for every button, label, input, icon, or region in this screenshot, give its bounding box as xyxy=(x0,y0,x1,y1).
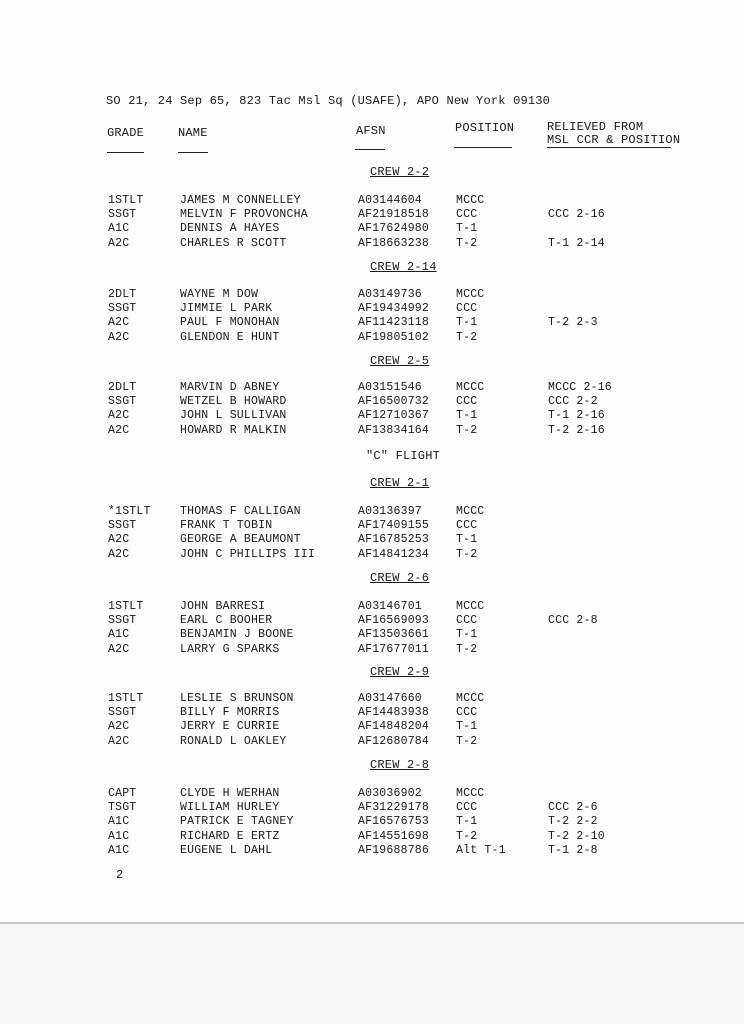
roster-relieved-cell: T-2 2-3 xyxy=(548,316,598,330)
roster-afsn-cell: AF16500732 xyxy=(358,395,430,409)
roster-grade-cell: A2C xyxy=(108,533,130,547)
roster-grade-cell: A2C xyxy=(108,642,130,656)
roster-grade-cell: A2C xyxy=(108,423,130,437)
roster-name-cell: PAUL F MONOHAN xyxy=(180,316,280,330)
roster-name-cell: RICHARD E ERTZ xyxy=(180,829,280,843)
order-header: SO 21, 24 Sep 65, 823 Tac Msl Sq (USAFE), APO New York 09130 xyxy=(106,94,551,108)
roster-name-cell: JOHN BARRESI xyxy=(180,600,266,613)
roster-grade-cell: A2C xyxy=(108,236,130,250)
roster-position-cell: T-1 xyxy=(456,533,478,547)
roster-name-cell: GEORGE A BEAUMONT xyxy=(180,533,301,547)
roster-afsn-cell: AF17409155 xyxy=(358,519,430,533)
roster-name-cell: RONALD L OAKLEY xyxy=(180,734,287,748)
roster-name-cell: WILLIAM HURLEY xyxy=(180,801,280,815)
roster-afsn-cell: A03036902 xyxy=(358,787,422,800)
roster-name-cell: JAMES M CONNELLEY xyxy=(180,194,301,207)
column-header-position: POSITION xyxy=(455,121,515,135)
roster-position-cell: CCC xyxy=(456,614,478,628)
roster-name-cell: BILLY F MORRIS xyxy=(180,706,280,720)
roster-afsn-cell: A03147660 xyxy=(358,692,422,705)
roster-name-cell: MELVIN F PROVONCHA xyxy=(180,208,308,222)
crew-title: CREW 2-2 xyxy=(370,165,430,179)
roster-afsn-cell: AF14483938 xyxy=(358,706,430,720)
roster-name-cell: JOHN L SULLIVAN xyxy=(180,409,287,423)
roster-name-cell: CLYDE H WERHAN xyxy=(180,787,280,800)
roster-grade-cell: SSGT xyxy=(108,395,137,409)
roster-grade-cell: A2C xyxy=(108,734,130,748)
roster-grade-cell: A2C xyxy=(108,330,130,344)
roster-name-cell: LARRY G SPARKS xyxy=(180,642,280,656)
roster-position-cell: T-2 xyxy=(456,330,478,344)
roster-position-cell: CCC xyxy=(456,706,478,720)
column-header-relieved-line1: RELIEVED FROM xyxy=(547,120,644,134)
roster-afsn-cell: AF12710367 xyxy=(358,409,430,423)
roster-name-cell: JERRY E CURRIE xyxy=(180,720,280,734)
roster-name-cell: DENNIS A HAYES xyxy=(180,222,280,236)
crew-title: CREW 2-8 xyxy=(370,758,430,772)
roster-afsn-cell: AF17677011 xyxy=(358,642,430,656)
column-header-grade: GRADE xyxy=(107,126,145,140)
roster-afsn-cell: A03151546 xyxy=(358,381,422,394)
roster-position-cell: T-2 xyxy=(456,423,478,437)
roster-grade-cell: SSGT xyxy=(108,614,137,628)
roster-afsn-cell: A03146701 xyxy=(358,600,422,613)
header-underline-grade xyxy=(107,152,144,153)
roster-name-cell: LESLIE S BRUNSON xyxy=(180,692,294,705)
roster-grade-cell: *1STLT xyxy=(108,505,151,518)
roster-afsn-cell: AF13834164 xyxy=(358,423,430,437)
column-header-relieved-line2: MSL CCR & POSITION xyxy=(547,133,681,147)
crew-title: CREW 2-9 xyxy=(370,665,430,679)
roster-position-cell: MCCC xyxy=(456,381,485,394)
roster-grade-cell: 2DLT xyxy=(108,381,137,394)
roster-relieved-cell: CCC 2-2 xyxy=(548,395,598,409)
roster-position-cell: T-2 xyxy=(456,547,478,561)
roster-afsn-cell: AF19434992 xyxy=(358,302,430,316)
roster-relieved-cell: T-1 2-8 xyxy=(548,843,598,857)
roster-name-cell: EARL C BOOHER xyxy=(180,614,273,628)
crew-title: CREW 2-5 xyxy=(370,354,430,368)
roster-position-cell: T-1 xyxy=(456,815,478,829)
roster-grade-cell: SSGT xyxy=(108,706,137,720)
roster-afsn-cell: AF21918518 xyxy=(358,208,430,222)
roster-afsn-cell: AF16576753 xyxy=(358,815,430,829)
roster-grade-cell: A1C xyxy=(108,815,130,829)
crew-title: CREW 2-14 xyxy=(370,260,437,274)
roster-position-cell: T-1 xyxy=(456,316,478,330)
roster-position-cell: CCC xyxy=(456,208,478,222)
header-underline-relieved xyxy=(547,147,671,148)
roster-grade-cell: SSGT xyxy=(108,519,137,533)
roster-grade-cell: 2DLT xyxy=(108,288,137,301)
roster-name-cell: JIMMIE L PARK xyxy=(180,302,273,316)
roster-afsn-cell: AF14841234 xyxy=(358,547,430,561)
crew-title: CREW 2-6 xyxy=(370,571,430,585)
roster-grade-cell: SSGT xyxy=(108,302,137,316)
header-underline-position xyxy=(454,147,512,148)
roster-relieved-cell: MCCC 2-16 xyxy=(548,381,612,394)
roster-position-cell: T-1 xyxy=(456,222,478,236)
scan-background xyxy=(0,924,744,1024)
roster-grade-cell: A2C xyxy=(108,316,130,330)
roster-afsn-cell: A03144604 xyxy=(358,194,422,207)
roster-position-cell: T-1 xyxy=(456,628,478,642)
roster-afsn-cell: AF12680784 xyxy=(358,734,430,748)
roster-afsn-cell: AF11423118 xyxy=(358,316,430,330)
roster-name-cell: WETZEL B HOWARD xyxy=(180,395,287,409)
roster-afsn-cell: AF16785253 xyxy=(358,533,430,547)
roster-relieved-cell: CCC 2-8 xyxy=(548,614,598,628)
roster-relieved-cell: T-2 2-16 xyxy=(548,423,605,437)
roster-position-cell: MCCC xyxy=(456,194,485,207)
flight-heading: "C" FLIGHT xyxy=(366,449,441,463)
roster-position-cell: MCCC xyxy=(456,787,485,800)
roster-afsn-cell: AF14848204 xyxy=(358,720,430,734)
roster-name-cell: EUGENE L DAHL xyxy=(180,843,273,857)
roster-name-cell: WAYNE M DOW xyxy=(180,288,259,301)
roster-afsn-cell: AF31229178 xyxy=(358,801,430,815)
roster-relieved-cell: T-1 2-14 xyxy=(548,236,605,250)
roster-grade-cell: A1C xyxy=(108,628,130,642)
roster-relieved-cell: T-2 2-10 xyxy=(548,829,605,843)
roster-relieved-cell: T-2 2-2 xyxy=(548,815,598,829)
roster-position-cell: CCC xyxy=(456,519,478,533)
roster-position-cell: T-2 xyxy=(456,236,478,250)
roster-grade-cell: A2C xyxy=(108,720,130,734)
roster-grade-cell: TSGT xyxy=(108,801,137,815)
roster-position-cell: MCCC xyxy=(456,600,485,613)
roster-grade-cell: A1C xyxy=(108,222,130,236)
roster-afsn-cell: AF16569093 xyxy=(358,614,430,628)
roster-grade-cell: A1C xyxy=(108,843,130,857)
roster-name-cell: FRANK T TOBIN xyxy=(180,519,273,533)
roster-relieved-cell: CCC 2-6 xyxy=(548,801,598,815)
roster-grade-cell: A2C xyxy=(108,547,130,561)
roster-position-cell: CCC xyxy=(456,801,478,815)
roster-position-cell: T-2 xyxy=(456,642,478,656)
roster-grade-cell: 1STLT xyxy=(108,600,144,613)
roster-name-cell: BENJAMIN J BOONE xyxy=(180,628,294,642)
roster-position-cell: CCC xyxy=(456,302,478,316)
roster-afsn-cell: AF14551698 xyxy=(358,829,430,843)
column-header-name: NAME xyxy=(178,126,208,140)
roster-position-cell: T-2 xyxy=(456,734,478,748)
roster-relieved-cell: T-1 2-16 xyxy=(548,409,605,423)
header-underline-name xyxy=(178,152,208,153)
roster-grade-cell: A2C xyxy=(108,409,130,423)
roster-name-cell: JOHN C PHILLIPS III xyxy=(180,547,315,561)
roster-name-cell: CHARLES R SCOTT xyxy=(180,236,287,250)
roster-grade-cell: A1C xyxy=(108,829,130,843)
roster-position-cell: MCCC xyxy=(456,288,485,301)
roster-position-cell: MCCC xyxy=(456,505,485,518)
page-number: 2 xyxy=(116,868,124,882)
roster-grade-cell: 1STLT xyxy=(108,692,144,705)
roster-name-cell: THOMAS F CALLIGAN xyxy=(180,505,301,518)
roster-afsn-cell: AF19688786 xyxy=(358,843,430,857)
roster-grade-cell: SSGT xyxy=(108,208,137,222)
crew-title: CREW 2-1 xyxy=(370,476,430,490)
roster-relieved-cell: CCC 2-16 xyxy=(548,208,605,222)
roster-position-cell: CCC xyxy=(456,395,478,409)
roster-afsn-cell: AF18663238 xyxy=(358,236,430,250)
roster-afsn-cell: AF17624980 xyxy=(358,222,430,236)
roster-position-cell: Alt T-1 xyxy=(456,843,506,857)
roster-afsn-cell: A03136397 xyxy=(358,505,422,518)
roster-position-cell: MCCC xyxy=(456,692,485,705)
roster-afsn-cell: AF19805102 xyxy=(358,330,430,344)
column-header-afsn: AFSN xyxy=(356,124,386,138)
roster-name-cell: HOWARD R MALKIN xyxy=(180,423,287,437)
roster-name-cell: GLENDON E HUNT xyxy=(180,330,280,344)
roster-position-cell: T-1 xyxy=(456,720,478,734)
roster-afsn-cell: A03149736 xyxy=(358,288,422,301)
header-underline-afsn xyxy=(355,149,385,150)
roster-name-cell: MARVIN D ABNEY xyxy=(180,381,280,394)
roster-name-cell: PATRICK E TAGNEY xyxy=(180,815,294,829)
roster-afsn-cell: AF13503661 xyxy=(358,628,430,642)
roster-position-cell: T-2 xyxy=(456,829,478,843)
roster-grade-cell: CAPT xyxy=(108,787,137,800)
roster-position-cell: T-1 xyxy=(456,409,478,423)
roster-grade-cell: 1STLT xyxy=(108,194,144,207)
